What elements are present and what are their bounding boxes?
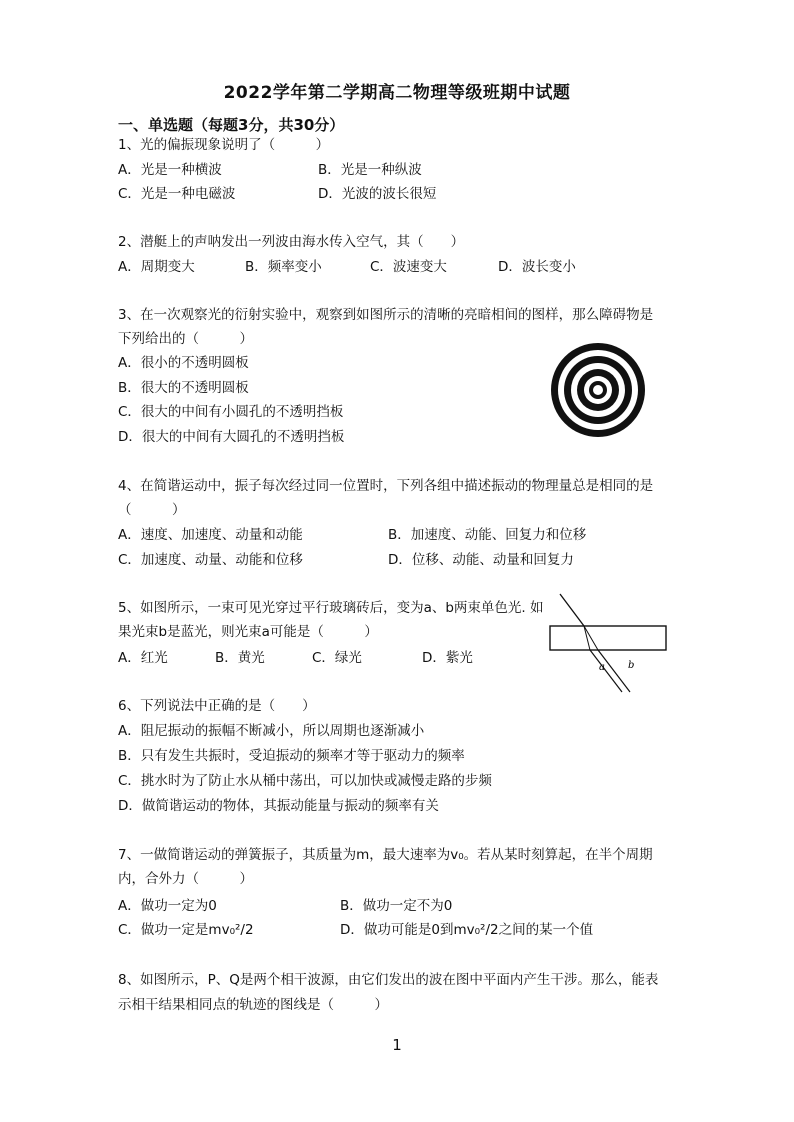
glass-slab-figure: [546, 592, 670, 696]
question-1-option-b: B．光是一种纵波: [318, 162, 422, 178]
question-4-option-c: C．加速度、动量、动能和位移: [118, 552, 303, 568]
question-3-option-c: C．很大的中间有小圆孔的不透明挡板: [118, 404, 344, 420]
question-3-option-b: B．很大的不透明圆板: [118, 380, 249, 396]
label-b: b: [628, 660, 635, 671]
diffraction-pattern-figure: [548, 340, 648, 440]
question-6-option-a: A．阻尼振动的振幅不断减小，所以周期也逐渐减小: [118, 723, 425, 739]
question-5-option-a: A．红光: [118, 650, 168, 666]
question-4-option-d: D．位移、动能、动量和回复力: [388, 552, 574, 568]
question-1-option-a: A．光是一种横波: [118, 162, 222, 178]
question-8-stem-line2: 示相干结果相同点的轨迹的图线是（ ）: [118, 997, 388, 1013]
question-4-option-a: A．速度、加速度、动量和动能: [118, 527, 303, 543]
question-3-stem-line2: 下列给出的（ ）: [118, 331, 253, 347]
question-1-stem: 1、光的偏振现象说明了（ ）: [118, 137, 330, 153]
page-number: 1: [392, 1036, 402, 1054]
question-1-option-c: C．光是一种电磁波: [118, 186, 236, 202]
question-4-option-b: B．加速度、动能、回复力和位移: [388, 527, 587, 543]
question-3-option-a: A．很小的不透明圆板: [118, 355, 249, 371]
question-7-option-a: A．做功一定为0: [118, 898, 217, 914]
exam-title: 2022学年第二学期高二物理等级班期中试题: [223, 83, 571, 103]
question-8-stem-line1: 8、如图所示，P、Q是两个相干波源，由它们发出的波在图中平面内产生干涉。那么，能表: [118, 972, 659, 988]
question-6-option-b: B．只有发生共振时，受迫振动的频率才等于驱动力的频率: [118, 748, 465, 764]
question-7-stem-line1: 7、一做简谐运动的弹簧振子，其质量为m，最大速率为v₀。若从某时刻算起，在半个周期: [118, 847, 653, 863]
ray-a: [590, 650, 622, 692]
question-2-option-c: C．波速变大: [370, 259, 447, 275]
question-4-stem-line2: （ ）: [118, 502, 186, 518]
question-5-option-c: C．绿光: [312, 650, 362, 666]
question-2-stem: 2、潜艇上的声呐发出一列波由海水传入空气，其（ ）: [118, 234, 465, 250]
question-6-stem: 6、下列说法中正确的是（ ）: [118, 698, 316, 714]
question-6-option-c: C．挑水时为了防止水从桶中荡出，可以加快或减慢走路的步频: [118, 773, 492, 789]
question-6-option-d: D．做简谐运动的物体，其振动能量与振动的频率有关: [118, 798, 439, 814]
question-5-stem-line1: 5、如图所示，一束可见光穿过平行玻璃砖后，变为a、b两束单色光. 如: [118, 600, 544, 616]
question-3-stem-line1: 3、在一次观察光的衍射实验中，观察到如图所示的清晰的亮暗相间的图样，那么障碍物是: [118, 307, 654, 323]
incident-ray: [560, 594, 584, 626]
question-7-stem-line2: 内，合外力（ ）: [118, 871, 253, 887]
question-7-option-d: D．做功可能是0到mv₀²/2之间的某一个值: [340, 922, 594, 938]
question-1-option-d: D．光波的波长很短: [318, 186, 437, 202]
question-4-stem-line1: 4、在简谐运动中，振子每次经过同一位置时，下列各组中描述振动的物理量总是相同的是: [118, 478, 654, 494]
question-5-option-b: B．黄光: [215, 650, 265, 666]
question-7-option-c: C．做功一定是mv₀²/2: [118, 922, 254, 938]
question-2-option-b: B．频率变小: [245, 259, 322, 275]
question-3-option-d: D．很大的中间有大圆孔的不透明挡板: [118, 429, 345, 445]
section-heading: 一、单选题（每题3分，共30分）: [118, 116, 345, 134]
question-5-option-d: D．紫光: [422, 650, 473, 666]
label-a: a: [599, 662, 605, 673]
question-2-option-d: D．波长变小: [498, 259, 576, 275]
question-5-stem-line2: 果光束b是蓝光，则光束a可能是（ ）: [118, 624, 378, 640]
question-2-option-a: A．周期变大: [118, 259, 195, 275]
question-7-option-b: B．做功一定不为0: [340, 898, 453, 914]
glass-slab: [550, 626, 666, 650]
